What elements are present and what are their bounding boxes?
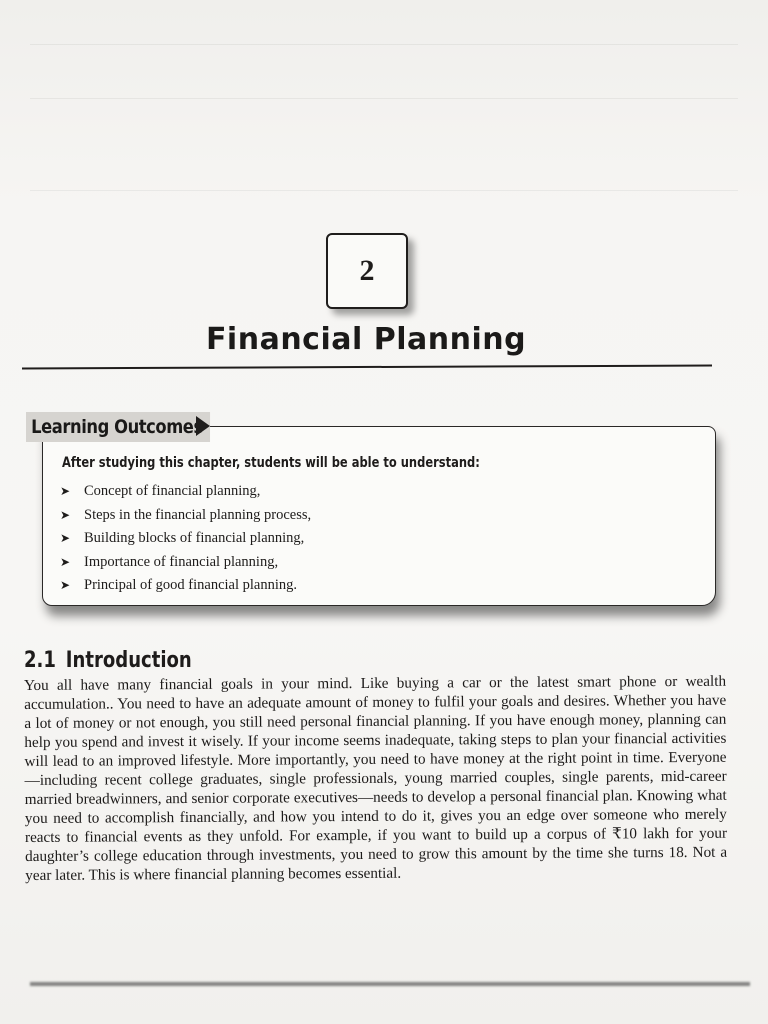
- list-item-text: Concept of financial planning,: [84, 483, 261, 500]
- list-item: [60, 527, 311, 551]
- show-through-line: [30, 44, 738, 45]
- arrow-bullet-icon: ➤: [60, 578, 71, 593]
- learning-outcomes-heading: Learning Outcomes: [26, 412, 210, 442]
- arrow-bullet-icon: ➤: [60, 507, 71, 522]
- page-bottom-edge: [30, 982, 750, 986]
- show-through-line: [30, 98, 738, 99]
- chapter-number-box: [326, 233, 408, 309]
- chapter-number: 2: [359, 254, 375, 287]
- list-item-text: Principal of good financial planning.: [84, 577, 298, 594]
- list-item: [60, 574, 311, 598]
- title-rule: [22, 364, 712, 369]
- show-through-line: [30, 190, 738, 191]
- section-number: 2.1: [24, 648, 56, 673]
- list-item-text: Importance of financial planning,: [84, 553, 279, 570]
- list-item-text: Steps in the financial planning process,: [84, 506, 312, 523]
- learning-outcomes-intro: After studying this chapter, students will be able to understand:: [62, 455, 480, 471]
- list-item: [60, 551, 311, 575]
- introduction-paragraph: You all have many financial goals in your mind. Like buying a car or the latest smart phone or wealth accumulation.. You need to have an adequate amount of money to fulfil your goals and desires. Whether you have a lot of money or not enough, you still need personal financial planning. If you have enough money, planning can help you spend and invest it wisely. If your income seems inadequate, taking steps to plan your financial activities will lead to an improved lifestyle. More importantly, you need to have money at the right point in time. Everyone—including recent college graduates, single professionals, young married couples, single parents, mid-career married breadwinners, and senior corporate executives—needs to develop a personal financial plan. Knowing what you need to accomplish financially, and how you intend to do it, gives you an edge over someone who merely reacts to financial events as they unfold. For example, if you want to build up a corpus of ₹10 lakh for your daughter’s college education through investments, you need to grow this amount by the time she turns 18. Not a year later. This is where financial planning becomes essential.: [24, 672, 728, 884]
- list-item: [60, 480, 311, 504]
- section-title: Introduction: [65, 648, 192, 673]
- arrow-bullet-icon: ➤: [60, 554, 71, 569]
- list-item: [60, 504, 311, 528]
- arrow-bullet-icon: ➤: [60, 531, 71, 546]
- section-heading: [24, 648, 192, 673]
- heading-tab-notch: [196, 416, 210, 436]
- arrow-bullet-icon: ➤: [60, 484, 71, 499]
- list-item-text: Building blocks of financial planning,: [84, 530, 305, 547]
- learning-outcomes-list: [60, 480, 311, 598]
- chapter-title: Financial Planning: [205, 322, 527, 357]
